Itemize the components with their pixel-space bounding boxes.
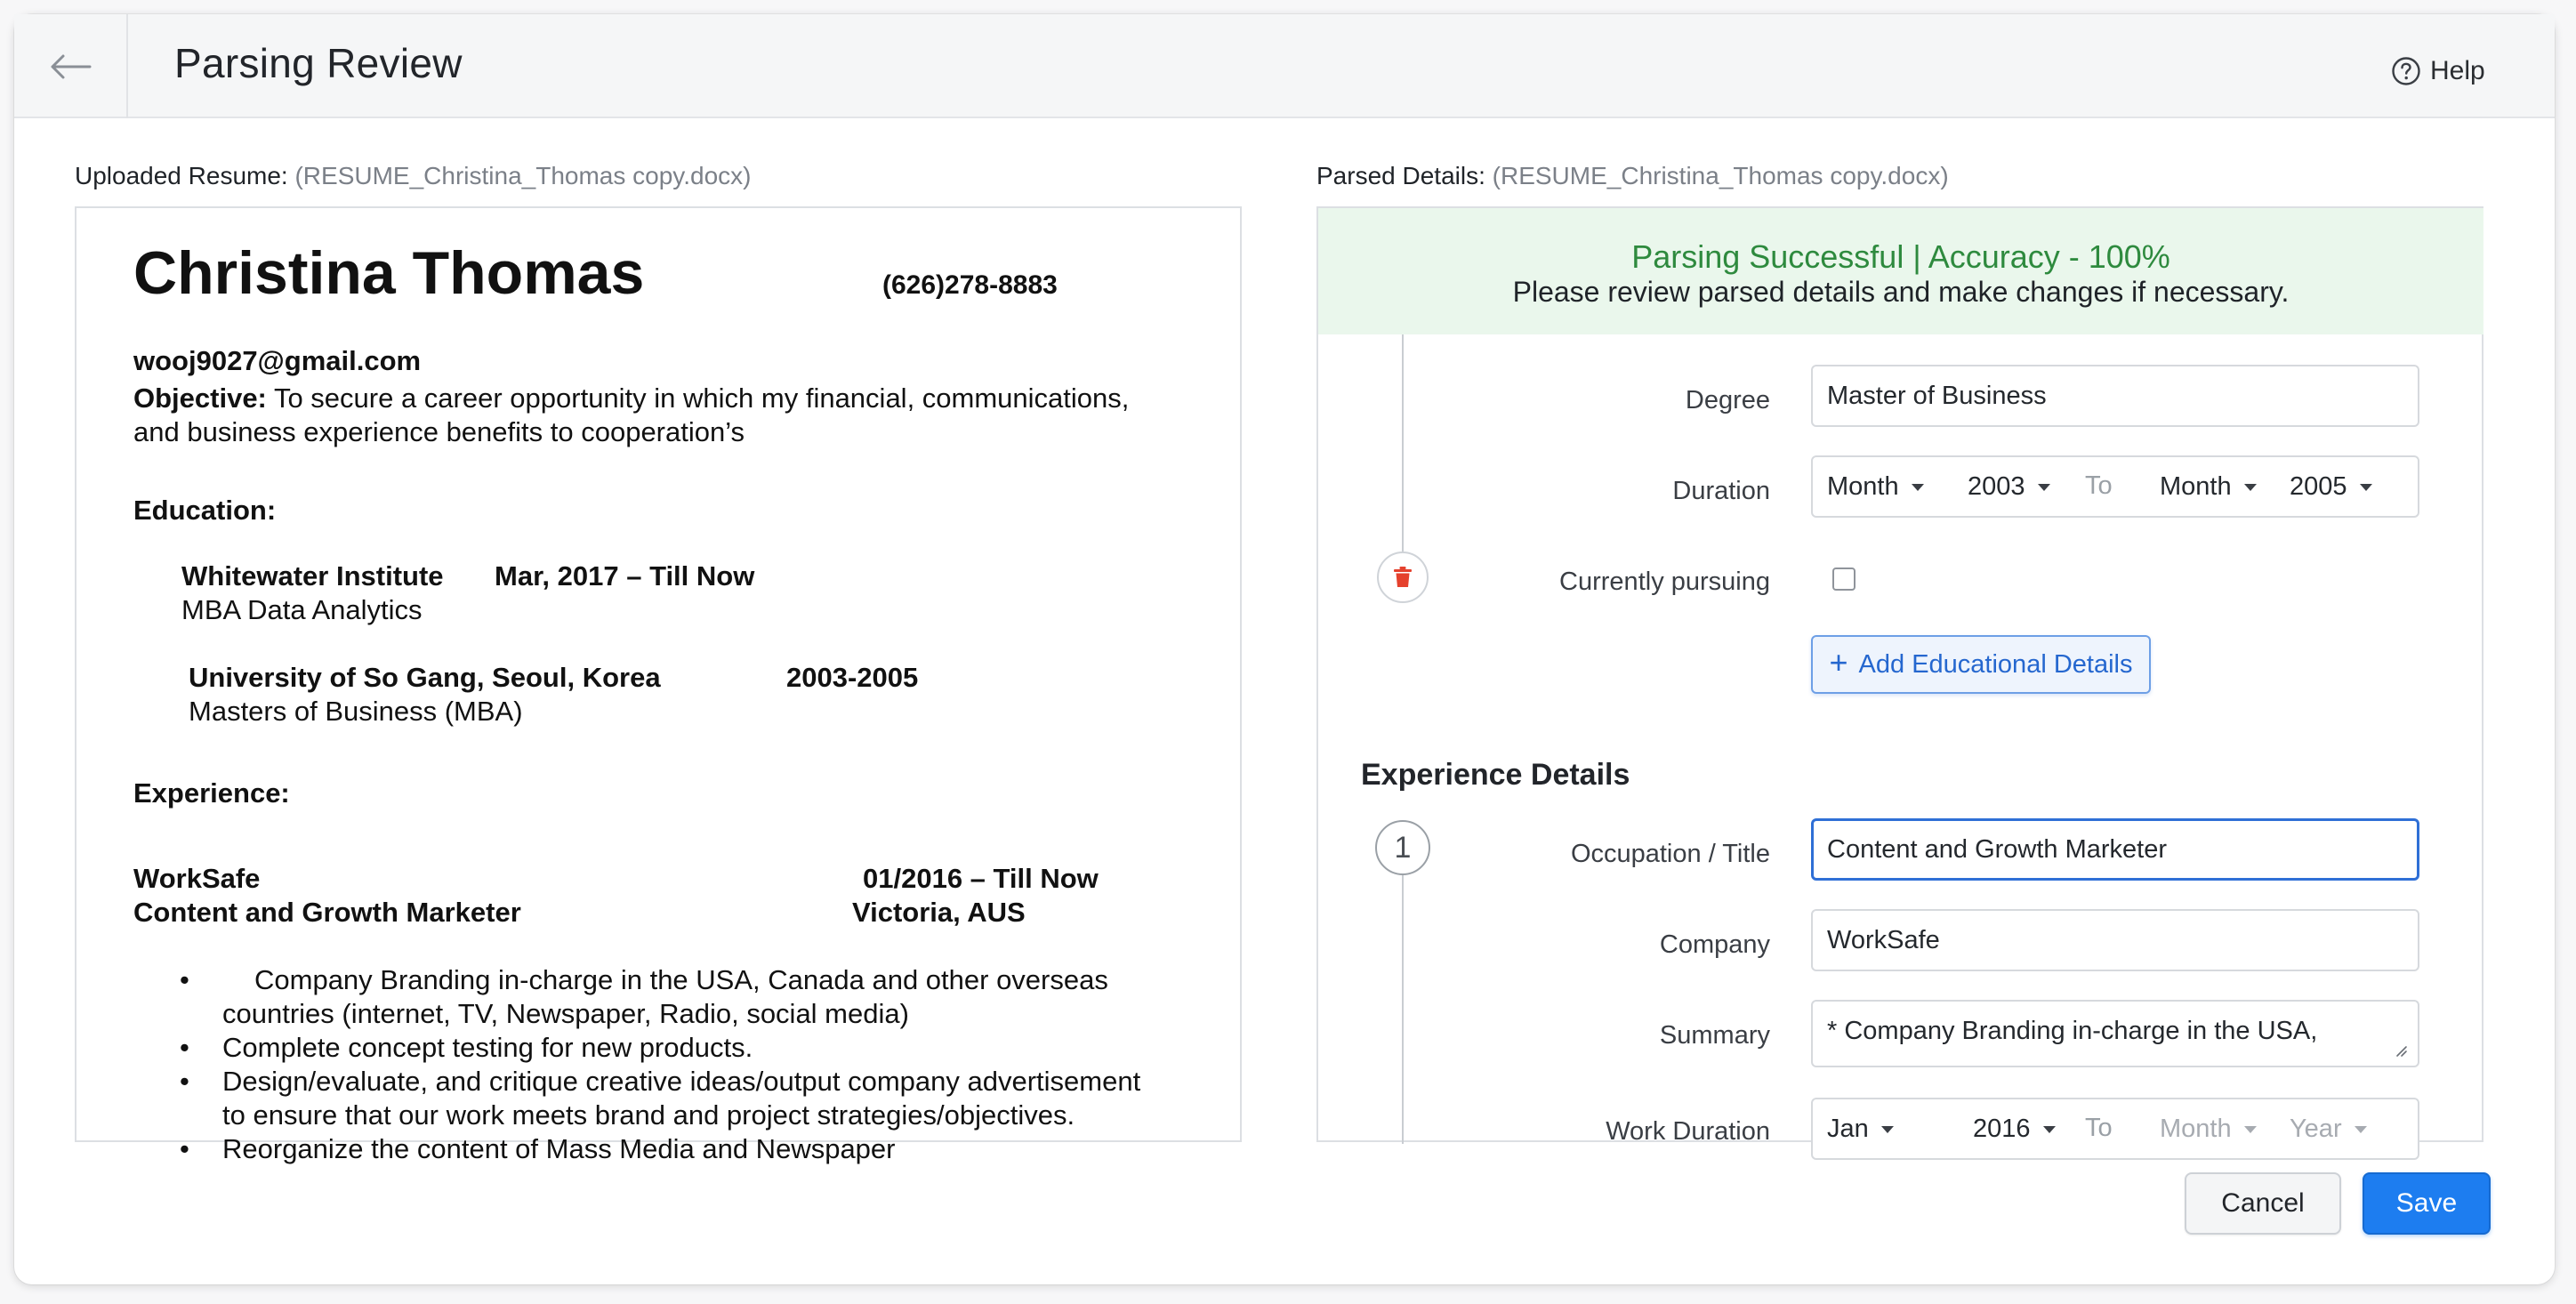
resize-handle-icon[interactable] <box>2395 1044 2407 1057</box>
bullet1-line1: Company Branding in-charge in the USA, Canada and other overseas <box>254 964 1108 995</box>
objective-text: To secure a career opportunity in which my financial, communications, <box>266 382 1130 414</box>
exp-title: Content and Growth Marketer <box>133 897 521 928</box>
to-month-select[interactable] <box>2160 472 2257 502</box>
company-label: Company <box>1659 930 1770 959</box>
edu1-school: Whitewater Institute <box>181 560 444 592</box>
timeline-line <box>1402 334 1404 551</box>
duration-label: Duration <box>1672 477 1770 505</box>
bullet-dot: • <box>180 1066 189 1097</box>
save-button[interactable]: Save <box>2363 1172 2491 1235</box>
to-year-select[interactable] <box>2290 472 2372 502</box>
resume-email: wooj9027@gmail.com <box>133 345 422 376</box>
caret-down-icon <box>1881 1126 1894 1133</box>
bullet2: Complete concept testing for new products. <box>222 1032 753 1063</box>
caret-down-icon <box>2244 484 2257 491</box>
caret-down-icon <box>2244 1126 2257 1133</box>
help-circle-icon <box>2391 56 2421 86</box>
work-duration-label: Work Duration <box>1606 1117 1770 1146</box>
parsed-details-filename: (RESUME_Christina_Thomas copy.docx) <box>1492 162 1949 189</box>
help-label: Help <box>2430 56 2485 85</box>
to-label: To <box>2085 471 2113 500</box>
experience-heading: Experience: <box>133 777 290 809</box>
work-to-month-placeholder: Month <box>2160 1115 2232 1143</box>
step-number-badge: 1 <box>1375 820 1430 875</box>
bullet-dot: • <box>180 1032 189 1063</box>
exp-company: WorkSafe <box>133 863 261 894</box>
work-to-label: To <box>2085 1114 2113 1142</box>
work-from-year-value: 2016 <box>1973 1115 2031 1143</box>
caret-down-icon <box>2038 484 2050 491</box>
work-from-month-value: Jan <box>1827 1115 1869 1143</box>
resume-preview[interactable] <box>75 206 1242 1164</box>
education-heading: Education: <box>133 495 277 526</box>
degree-input[interactable]: Master of Business <box>1811 365 2419 427</box>
summary-value: * Company Branding in-charge in the USA, <box>1827 1017 2318 1045</box>
resume-phone: (626)278-8883 <box>882 270 1058 300</box>
objective-label: Objective: <box>133 382 267 414</box>
help-button[interactable] <box>2391 53 2485 89</box>
exp-dates: 01/2016 – Till Now <box>863 863 1099 894</box>
resume-objective <box>133 382 1129 415</box>
caret-down-icon <box>2043 1126 2056 1133</box>
work-from-year-select[interactable] <box>1973 1115 2056 1144</box>
currently-pursuing-checkbox[interactable] <box>1832 567 1856 591</box>
from-year-select[interactable] <box>1968 472 2050 502</box>
back-button[interactable] <box>14 14 128 118</box>
parsing-review-dialog <box>14 14 2555 1284</box>
plus-icon: + <box>1829 644 1848 680</box>
work-from-month-select[interactable] <box>1827 1115 1894 1144</box>
cancel-button[interactable]: Cancel <box>2185 1172 2341 1235</box>
to-month-value: Month <box>2160 472 2232 501</box>
parsing-success-subtitle: Please review parsed details and make changes if necessary. <box>1512 276 2290 308</box>
exp-location: Victoria, AUS <box>852 897 1026 928</box>
parsed-details-form[interactable] <box>1316 206 2483 1146</box>
uploaded-resume-label <box>75 162 751 190</box>
to-year-value: 2005 <box>2290 472 2347 501</box>
currently-pursuing-label: Currently pursuing <box>1559 567 1770 596</box>
work-to-year-placeholder: Year <box>2290 1115 2342 1143</box>
caret-down-icon <box>2360 484 2372 491</box>
work-to-year-select[interactable] <box>2290 1115 2367 1144</box>
from-year-value: 2003 <box>1968 472 2025 501</box>
page-title: Parsing Review <box>174 40 463 86</box>
add-educational-details-button[interactable] <box>1811 635 2151 694</box>
parsed-details-title: Parsed Details: <box>1316 162 1485 189</box>
from-month-value: Month <box>1827 472 1899 501</box>
occupation-label: Occupation / Title <box>1570 840 1770 868</box>
from-month-select[interactable] <box>1827 472 1924 502</box>
degree-label: Degree <box>1685 386 1770 415</box>
edu1-program: MBA Data Analytics <box>181 594 423 625</box>
caret-down-icon <box>2355 1126 2367 1133</box>
bullet1-line2: countries (internet, TV, Newspaper, Radio, social media) <box>222 998 909 1029</box>
bullet3-line1: Design/evaluate, and critique creative ideas/output company advertisement <box>222 1066 1141 1097</box>
summary-label: Summary <box>1659 1021 1770 1050</box>
caret-down-icon <box>1912 484 1924 491</box>
bullet-dot: • <box>180 964 189 995</box>
summary-textarea[interactable] <box>1811 1000 2419 1067</box>
bullet-dot: • <box>180 1133 189 1164</box>
parsed-details-label <box>1316 162 1949 190</box>
header-bar <box>14 14 2555 118</box>
parsing-success-title: Parsing Successful | Accuracy - 100% <box>1631 238 2170 275</box>
experience-details-title: Experience Details <box>1361 758 1630 792</box>
edu2-program: Masters of Business (MBA) <box>189 696 523 727</box>
edu2-dates: 2003-2005 <box>786 662 919 693</box>
company-input[interactable]: WorkSafe <box>1811 909 2419 971</box>
occupation-input[interactable]: Content and Growth Marketer <box>1811 818 2419 881</box>
add-educational-details-label: Add Educational Details <box>1858 649 2133 679</box>
arrow-left-icon <box>49 53 92 80</box>
objective-text-line2: and business experience benefits to cooperation’s <box>133 416 745 447</box>
bullet3-line2: to ensure that our work meets brand and project strategies/objectives. <box>222 1099 1075 1131</box>
edu2-school: University of So Gang, Seoul, Korea <box>189 662 661 693</box>
resume-name: Christina Thomas <box>133 239 645 307</box>
parsing-success-banner <box>1318 208 2483 334</box>
timeline-line <box>1402 875 1404 1144</box>
bullet4-partial: Reorganize the content of Mass Media and Newspaper <box>222 1133 896 1164</box>
uploaded-resume-title: Uploaded Resume: <box>75 162 288 189</box>
edu1-dates: Mar, 2017 – Till Now <box>495 560 755 592</box>
uploaded-resume-filename: (RESUME_Christina_Thomas copy.docx) <box>294 162 752 189</box>
work-to-month-select[interactable] <box>2160 1115 2257 1144</box>
